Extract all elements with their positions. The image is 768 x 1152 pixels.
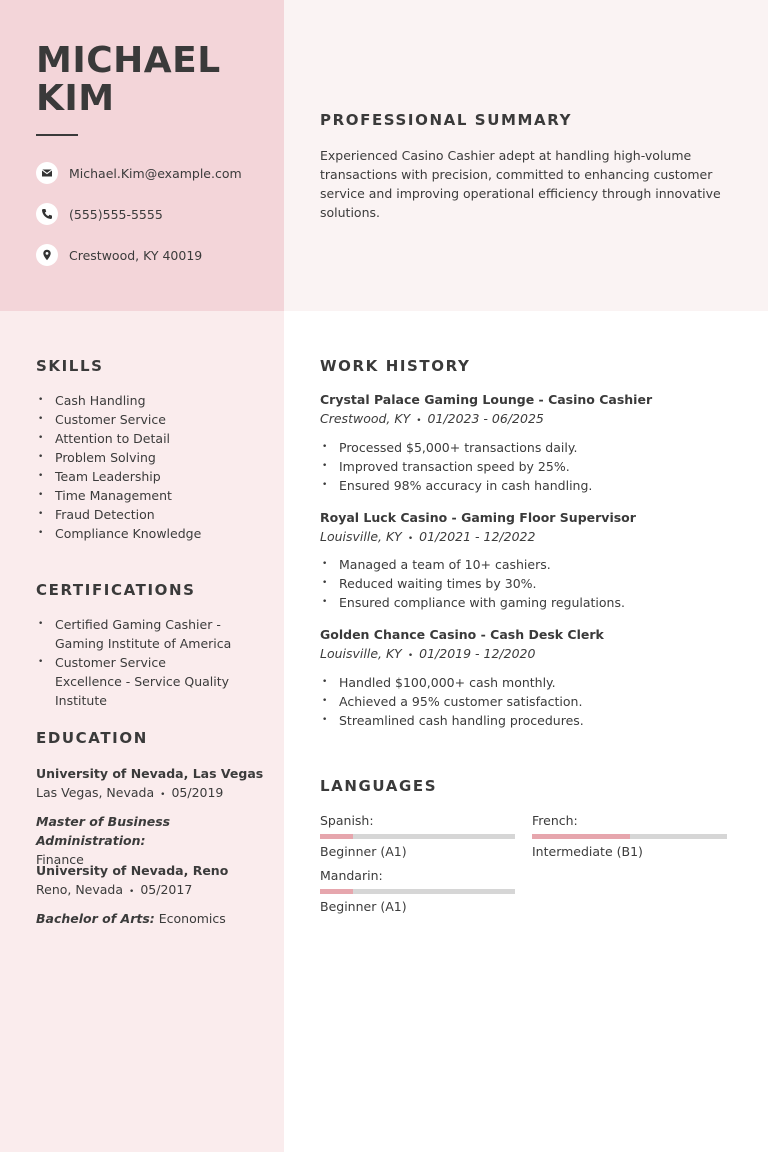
school-date: 05/2019 [171, 785, 224, 800]
contact-phone[interactable] [36, 203, 163, 225]
first-name: MICHAEL [36, 40, 221, 81]
job-bullet: • Improved transaction speed by 25%. [320, 457, 592, 476]
job-bullet: • Handled $100,000+ cash monthly. [320, 673, 584, 692]
proficiency-bar [320, 834, 515, 839]
skill-item: • Customer Service [36, 410, 201, 429]
job-bullets [320, 438, 592, 495]
job-bullet: • Managed a team of 10+ cashiers. [320, 555, 625, 574]
phone-icon [36, 203, 58, 225]
degree-field: Finance [36, 852, 84, 867]
skills-heading: SKILLS [36, 357, 104, 375]
skill-item: • Time Management [36, 486, 201, 505]
email-icon [36, 162, 58, 184]
certification-item: • Certified Gaming Cashier - Gaming Institute of America [36, 615, 236, 653]
skill-item: • Team Leadership [36, 467, 201, 486]
job-bullet: • Achieved a 95% customer satisfaction. [320, 692, 584, 711]
job-meta: Crestwood, KY • 01/2023 - 06/2025 [320, 411, 544, 426]
certifications-list [36, 615, 236, 710]
school-meta: Reno, Nevada • 05/2017 [36, 882, 193, 897]
contact-location [36, 244, 202, 266]
proficiency-fill [320, 889, 353, 894]
job-dates: 01/2023 - 06/2025 [427, 411, 544, 426]
job-dates: 01/2021 - 12/2022 [419, 529, 536, 544]
job-place: Louisville, KY [320, 646, 402, 661]
skills-list [36, 391, 201, 543]
email-text: Michael.Kim@example.com [69, 165, 242, 181]
summary-text: Experienced Casino Cashier adept at handling high-volume transactions with precision, committed to enhancing customer service and improving operational efficiency through innovative solutions. [320, 148, 721, 220]
school-name: University of Nevada, Reno [36, 863, 229, 878]
location-pin-icon [36, 244, 58, 266]
school-meta: Las Vegas, Nevada • 05/2019 [36, 785, 224, 800]
proficiency-fill [320, 834, 353, 839]
language-item [320, 813, 515, 859]
school-name: University of Nevada, Las Vegas [36, 766, 264, 781]
work-history-heading: WORK HISTORY [320, 357, 471, 375]
job-bullets [320, 673, 584, 730]
job-heading: Royal Luck Casino - Gaming Floor Supervisor [320, 510, 636, 525]
proficiency-bar [532, 834, 727, 839]
job-dates: 01/2019 - 12/2020 [419, 646, 536, 661]
job-bullet: • Processed $5,000+ transactions daily. [320, 438, 592, 457]
language-name: Mandarin: [320, 868, 383, 883]
school-place: Las Vegas, Nevada [36, 785, 155, 800]
job-heading: Golden Chance Casino - Cash Desk Clerk [320, 627, 604, 642]
job-bullet: • Ensured 98% accuracy in cash handling. [320, 476, 592, 495]
last-name: KIM [36, 78, 115, 119]
job-bullets [320, 555, 625, 612]
language-item [320, 868, 515, 914]
job-bullet: • Streamlined cash handling procedures. [320, 711, 584, 730]
phone-text: (555)555-5555 [69, 206, 163, 222]
summary-heading: PROFESSIONAL SUMMARY [320, 111, 573, 129]
candidate-name [36, 42, 221, 118]
school-date: 05/2017 [140, 882, 193, 897]
language-level: Intermediate (B1) [532, 844, 643, 859]
language-level: Beginner (A1) [320, 844, 407, 859]
school-place: Reno, Nevada [36, 882, 124, 897]
job-bullet: • Reduced waiting times by 30%. [320, 574, 625, 593]
location-text: Crestwood, KY 40019 [69, 247, 203, 263]
certifications-heading: CERTIFICATIONS [36, 581, 196, 599]
job-place: Louisville, KY [320, 529, 402, 544]
proficiency-bar [320, 889, 515, 894]
skill-item: • Attention to Detail [36, 429, 201, 448]
language-item [532, 813, 727, 859]
skill-item: • Fraud Detection [36, 505, 201, 524]
skill-item: • Problem Solving [36, 448, 201, 467]
education-heading: EDUCATION [36, 729, 148, 747]
skill-item: • Cash Handling [36, 391, 201, 410]
languages-heading: LANGUAGES [320, 777, 438, 795]
job-place: Crestwood, KY [320, 411, 411, 426]
degree-name: Master of Business Administration [36, 814, 171, 848]
certification-item: • Customer Service Excellence - Service Quality Institute [36, 653, 236, 710]
degree-line: Bachelor of Arts: Economics [36, 911, 226, 926]
contact-email[interactable] [36, 162, 242, 184]
language-name: Spanish: [320, 813, 374, 828]
degree-field: Economics [158, 911, 226, 926]
proficiency-fill [532, 834, 630, 839]
education-entry [36, 764, 276, 869]
education-entry [36, 861, 276, 928]
job-heading: Crystal Palace Gaming Lounge - Casino Cashier [320, 392, 653, 407]
job-meta: Louisville, KY • 01/2019 - 12/2020 [320, 646, 536, 661]
skill-item: • Compliance Knowledge [36, 524, 201, 543]
name-divider [36, 134, 78, 136]
degree-line: Master of Business Administration: Finance [36, 814, 171, 867]
language-level: Beginner (A1) [320, 899, 407, 914]
degree-name: Bachelor of Arts [36, 911, 150, 926]
job-bullet: • Ensured compliance with gaming regulations. [320, 593, 625, 612]
language-name: French: [532, 813, 578, 828]
job-meta: Louisville, KY • 01/2021 - 12/2022 [320, 529, 536, 544]
